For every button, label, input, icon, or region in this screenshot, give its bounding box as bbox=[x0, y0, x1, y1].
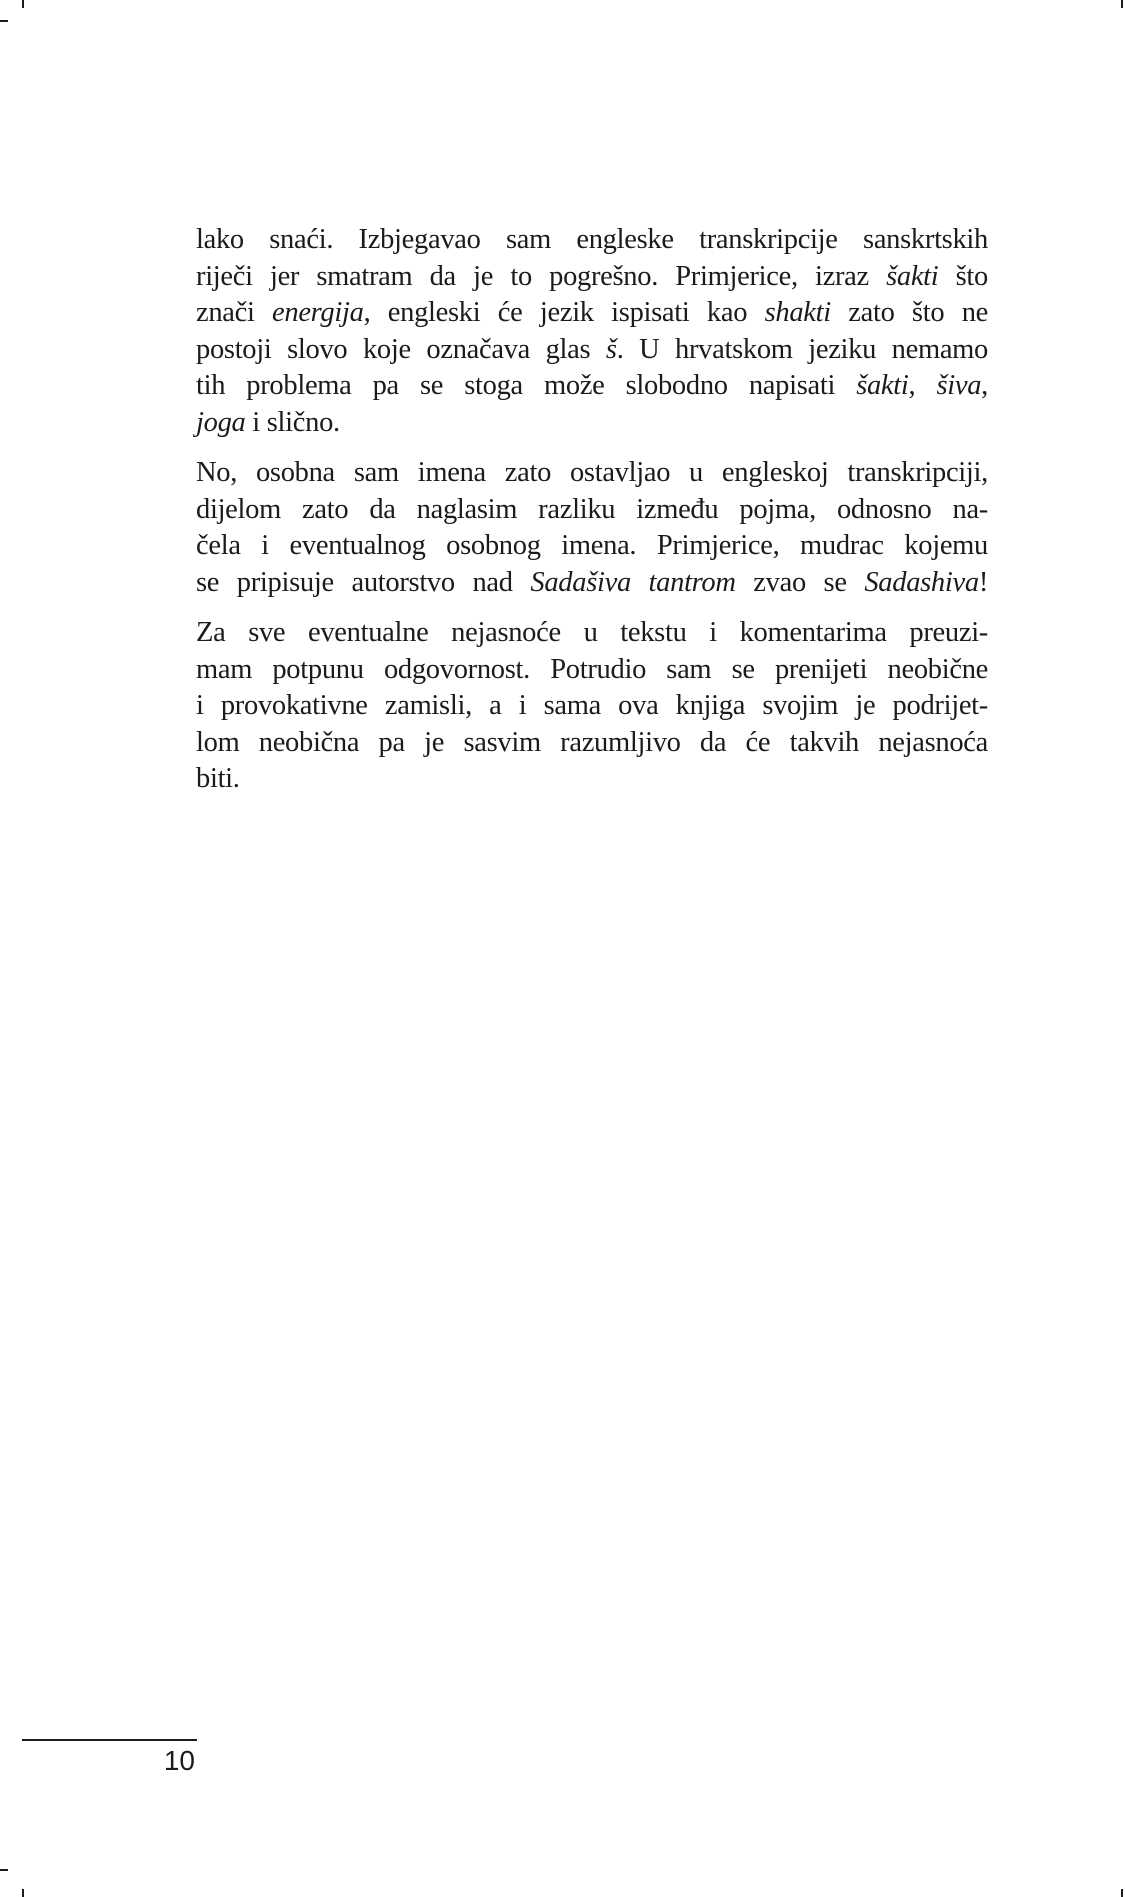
text-line bbox=[196, 455, 988, 492]
italic-run: joga bbox=[196, 406, 246, 438]
italic-run: Sadashiva bbox=[864, 566, 979, 598]
text-run: čela i eventualnog osobnog imena. Primjerice, mudrac kojemu bbox=[196, 530, 988, 561]
text-run: . U hrvatskom jeziku nemamo bbox=[616, 333, 988, 365]
text-run: i provokativne zamisli, a i sama ova knjiga svojim je podrijet- bbox=[196, 690, 988, 721]
italic-run: shakti bbox=[764, 297, 831, 328]
text-line bbox=[196, 615, 988, 652]
crop-mark-top-right-vertical bbox=[1121, 0, 1123, 8]
footer-rule bbox=[22, 1739, 197, 1741]
text-line bbox=[196, 492, 988, 529]
crop-mark-bottom-right-vertical bbox=[1121, 1889, 1123, 1897]
text-run: biti. bbox=[196, 763, 240, 794]
italic-run: šakti bbox=[856, 370, 909, 401]
text-line bbox=[196, 259, 988, 296]
text-run: zato što ne bbox=[830, 297, 988, 328]
text-line bbox=[196, 761, 988, 798]
paragraph bbox=[196, 455, 988, 601]
text-run: dijelom zato da naglasim razliku između pojma, odnosno na- bbox=[196, 493, 988, 525]
text-line bbox=[196, 332, 988, 369]
text-run: mam potpunu odgovornost. Potrudio sam se prenijeti neobične bbox=[196, 653, 988, 685]
crop-mark-top-left-horizontal bbox=[0, 20, 8, 22]
text-run: lako snaći. Izbjegavao sam engleske transkripcije sanskrtskih bbox=[196, 224, 988, 255]
paragraph bbox=[196, 615, 988, 798]
paragraph bbox=[196, 222, 988, 441]
page-number: 10 bbox=[163, 1745, 195, 1776]
text-line bbox=[196, 368, 988, 405]
text-run: , engleski će jezik ispisati kao bbox=[363, 297, 765, 328]
text-run: , bbox=[981, 370, 988, 401]
text-run: , bbox=[908, 370, 937, 401]
text-run: riječi jer smatram da je to pogrešno. Primjerice, izraz bbox=[196, 260, 887, 292]
text-run: zvao se bbox=[735, 566, 865, 598]
text-run: lom neobična pa je sasvim razumljivo da će takvih nejasnoća bbox=[196, 726, 988, 758]
text-run: znači bbox=[196, 297, 273, 328]
crop-mark-bottom-left-horizontal bbox=[0, 1869, 8, 1871]
text-line bbox=[196, 725, 988, 762]
text-line bbox=[196, 688, 988, 725]
text-run: Za sve eventualne nejasnoće u tekstu i komentarima preuzi- bbox=[196, 617, 988, 648]
text-run: No, osobna sam imena zato ostavljao u engleskoj transkripciji, bbox=[196, 457, 988, 488]
text-line bbox=[196, 652, 988, 689]
text-run: se pripisuje autorstvo nad bbox=[196, 566, 531, 598]
italic-run: šakti bbox=[886, 260, 939, 292]
italic-run: šiva bbox=[936, 370, 982, 401]
text-run: postoji slovo koje označava glas bbox=[196, 333, 606, 365]
text-run: tih problema pa se stoga može slobodno napisati bbox=[196, 370, 857, 401]
italic-run: Sadašiva tantrom bbox=[530, 566, 736, 598]
text-run: i slično. bbox=[245, 406, 340, 438]
text-run: ! bbox=[978, 566, 989, 598]
text-run: što bbox=[938, 260, 989, 292]
italic-run: energija bbox=[272, 297, 364, 328]
text-block bbox=[196, 222, 988, 798]
text-line bbox=[196, 295, 988, 332]
crop-mark-top-left-vertical bbox=[22, 0, 24, 8]
crop-mark-bottom-left-vertical bbox=[22, 1889, 24, 1897]
text-line bbox=[196, 565, 988, 602]
text-line bbox=[196, 405, 988, 442]
text-line bbox=[196, 222, 988, 259]
italic-run: š bbox=[605, 333, 617, 365]
text-line bbox=[196, 528, 988, 565]
